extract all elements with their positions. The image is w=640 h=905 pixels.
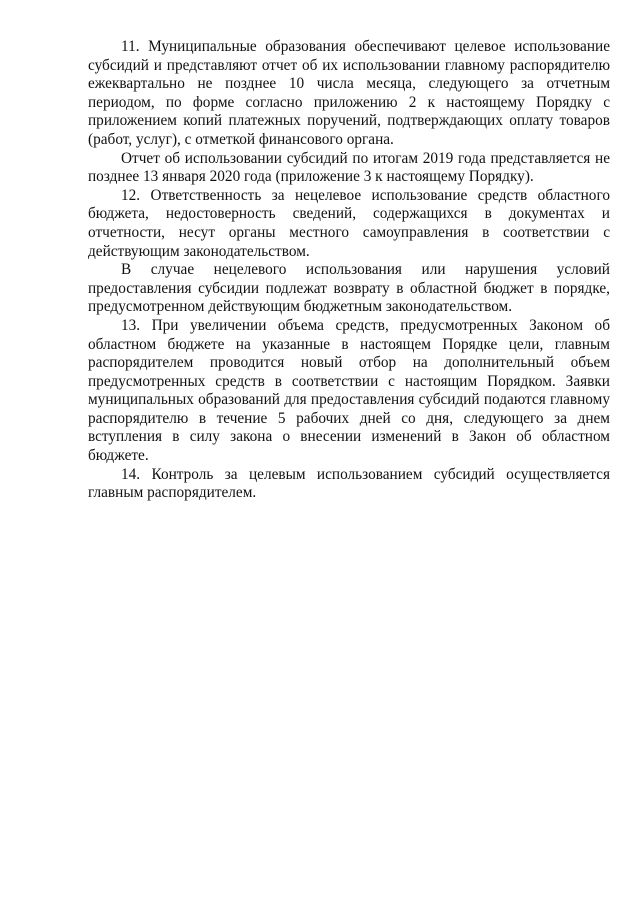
paragraph-misuse: В случае нецелевого использования или нарушения условий предоставления субсидии подлежат возврату в областной бюджет в порядке, предусмотренном действующим бюджетным законодательством. — [88, 261, 610, 316]
paragraph-11: 11. Муниципальные образования обеспечивают целевое использование субсидий и представляют отчет об их использовании главному распорядителю ежеквартально не позднее 10 числа месяца, следующего за отчетным периодом, по форме согласно приложению 2 к настоящему Порядку с приложением копий платежных поручений, подтверждающих оплату товаров (работ, услуг), с отметкой финансового органа. — [88, 38, 610, 148]
paragraph-12: 12. Ответственность за нецелевое использование средств областного бюджета, недостоверность сведений, содержащихся в документах и отчетности, несут органы местного самоуправления в соответствии с действующим законодательством. — [88, 186, 610, 260]
paragraph-report-2019: Отчет об использовании субсидий по итогам 2019 года представляется не позднее 13 января 2020 года (приложение 3 к настоящему Порядку). — [88, 149, 610, 186]
paragraph-13: 13. При увеличении объема средств, предусмотренных Законом об областном бюджете на указанные в настоящем Порядке цели, главным распорядителем проводится новый отбор на дополнительный объем предусмотренных средств в соответствии с настоящим Порядком. Заявки муниципальных образований для предоставления субсидий подаются главному распорядителю в течение 5 рабочих дней со дня, следующего за днем вступления в силу закона о внесении изменений в Закон об областном бюджете. — [88, 316, 610, 465]
paragraph-14: 14. Контроль за целевым использованием субсидий осуществляется главным распорядителем. — [88, 465, 610, 502]
document-page — [88, 38, 610, 503]
